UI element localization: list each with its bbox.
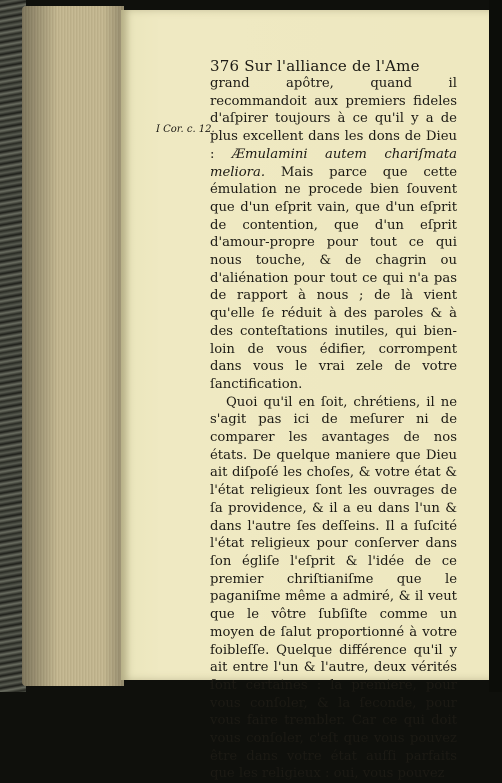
latin-quote: Æmulamini autem chariſmata meliora. (210, 146, 457, 180)
paragraph-1-rest: Mais parce que cette émulation ne procede bien ſouvent que d'un eſprit vain, que d'un eſprit de contention, que d'un eſprit d'amour-propre pour tout ce qui nous touche, & de chagrin ou d'aliénation pour tout ce qui n'a pas de rapport à nous ; de là vient qu'elle ſe réduit à des paroles & à des conteſtations inutiles, qui bien-loin de vous édifier, corrompent dans vous le vrai zele de votre ſanctification. (210, 164, 457, 392)
paragraph-1 (210, 75, 457, 394)
running-head: 376 Sur l'alliance de l'Ame (210, 57, 420, 75)
margin-reference: I Cor. c. 12. (156, 124, 215, 135)
page-stack-shadow (22, 6, 124, 686)
paragraph-1-start: grand apôtre, quand il recommandoit aux premiers fideles d'aſpirer toujours à ce qu'il y a de plus excellent dans les dons de Dieu : (210, 76, 457, 162)
paragraph-2: Quoi qu'il en ſoit, chrétiens, il ne s'agit pas ici de meſurer ni de comparer les avantages de nos états. De quelque maniere que Dieu ait diſpoſé les choſes, & votre état & l'état religieux ſont les ouvrages de ſa providence, & il a eu dans l'un & dans l'autre ſes deſſeins. Il a ſuſcité l'état religieux pour conſerver dans ſon égliſe l'eſprit & l'idée de ce premier chriſtianiſme que le paganiſme même a admiré, & il veut que le vôtre ſubſiſte comme un moyen de ſalut proportionné à votre foibleſſe. Quelque différence qu'il y ait entre l'un & l'autre, deux vérités ſont certaines : la premiere, pour vous conſoler, & la ſeconde, pour vous faire trembler. Car ce qui doit vous conſoler, c'eſt que vous pouvez être dans votre état auſſi parfaits que les religieux : oui, vous pouvez (210, 394, 457, 782)
background-strip (489, 0, 502, 692)
body-text (210, 75, 457, 783)
